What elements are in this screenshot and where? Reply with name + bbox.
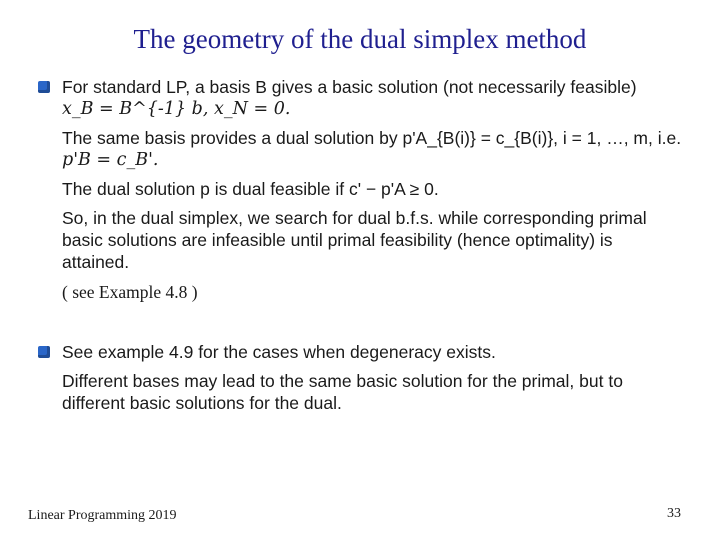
example-reference: ( see Example 4.8 ) [62,282,198,302]
slide-title: The geometry of the dual simplex method [133,24,587,54]
bullet-2-line-3: different basic solutions for the dual. [62,393,342,413]
bullet-1-line-3: The same basis provides a dual solution by p'A_{B(i)} = c_{B(i)}, i = 1, …, m, i.e. [62,128,682,148]
bullet-1-line-5: The dual solution p is dual feasible if c' − p'A ≥ 0. [62,179,439,199]
bullet-1-line-2: x_B = B^{-1} b, x_N = 0. [62,99,291,119]
bullet-2-line-1: See example 4.9 for the cases when degeneracy exists. [62,342,496,362]
bullet-1-line-8: attained. [62,252,130,272]
slide-content [38,76,688,414]
bullet-2 [38,341,688,414]
square-bullet-icon [38,81,50,93]
bullet-2-line-2: Different bases may lead to the same basic solution for the primal, but to [62,371,623,391]
square-bullet-icon [38,346,50,358]
bullet-1-line-6: So, in the dual simplex, we search for dual b.f.s. while corresponding primal [62,208,647,228]
bullet-1-line-7: basic solutions are infeasible until primal feasibility (hence optimality) is [62,230,613,250]
bullet-1-line-1: For standard LP, a basis B gives a basic solution (not necessarily feasible) [62,77,637,97]
page-number: 33 [667,506,681,521]
bullet-1 [38,76,688,303]
bullet-1-line-4: p'B = c_B'. [62,150,159,170]
footer-course-label: Linear Programming 2019 [28,508,177,523]
